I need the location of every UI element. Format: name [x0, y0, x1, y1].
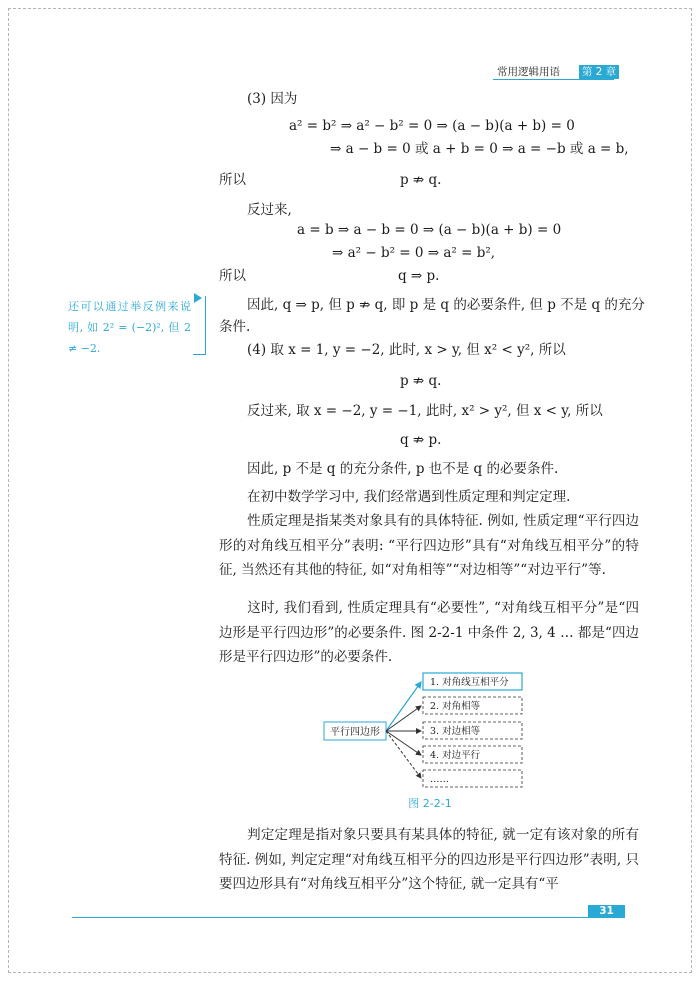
- equation-4: ⇒ a² − b² = 0 ⇒ a² = b²,: [332, 245, 496, 261]
- margin-note-arrow-icon: [194, 293, 202, 303]
- equation-3: a = b ⇒ a − b = 0 ⇒ (a − b)(a + b) = 0: [297, 222, 562, 238]
- arrow-5: [386, 731, 421, 778]
- conclusion-3-line-2: 条件.: [219, 319, 251, 335]
- equation-2: ⇒ a − b = 0 或 a + b = 0 ⇒ a = −b 或 a = b,: [330, 141, 629, 157]
- margin-note: 还可以通过举反例来说明, 如 2² = (−2)², 但 2 ≠ −2.: [68, 300, 191, 355]
- paragraph-1-text: 在初中数学学习中, 我们经常遇到性质定理和判定定理.: [247, 489, 571, 505]
- paragraph-3: [219, 596, 639, 670]
- header-rule: [493, 79, 614, 80]
- paragraph-3-text: 这时, 我们看到, 性质定理具有“必要性”, “对角线互相平分”是“四边形是平行四边形”的必要条件. 图 2-2-1 中条件 2, 3, 4 … 都是“四边形是平行四边形”的必要条件.: [219, 600, 639, 665]
- item-label-1: 1. 对角线互相平分: [430, 677, 509, 688]
- suoyi-label-2: 所以: [219, 268, 246, 284]
- item-label-2: 2. 对角相等: [430, 701, 481, 712]
- item3-label: (3) 因为: [247, 91, 298, 107]
- arrow-2: [386, 706, 421, 731]
- item-label-3: 3. 对边相等: [430, 726, 481, 737]
- margin-note-bracket: [193, 296, 206, 355]
- running-header: [487, 65, 627, 79]
- p-not-implies-q-1: p ⇏ q.: [400, 172, 442, 188]
- item4-line: (4) 取 x = 1, y = −2, 此时, x > y, 但 x² < y², 所以: [247, 342, 566, 358]
- fanguolai-2: 反过来, 取 x = −2, y = −1, 此时, x² > y², 但 x < y, 所以: [247, 403, 603, 419]
- footer-rule: [72, 917, 622, 918]
- fanguolai-1: 反过来,: [247, 202, 292, 218]
- paragraph-2: [219, 509, 639, 583]
- q-not-implies-p: q ⇏ p.: [400, 432, 442, 448]
- figure-diagram: [320, 670, 530, 795]
- item-label-4: 4. 对边平行: [430, 750, 481, 761]
- section-title: 常用逻辑用语: [497, 66, 560, 78]
- paragraph-4: [219, 823, 639, 897]
- chapter-badge: 第 2 章: [579, 65, 619, 79]
- p-not-implies-q-2: p ⇏ q.: [400, 373, 442, 389]
- page-number: 31: [588, 905, 625, 918]
- source-label: 平行四边形: [330, 727, 380, 738]
- arrow-1: [386, 682, 421, 731]
- equation-1: a² = b² ⇒ a² − b² = 0 ⇒ (a − b)(a + b) = 0: [289, 118, 575, 134]
- figure-caption: 图 2-2-1: [408, 797, 452, 810]
- paragraph-1: [219, 485, 639, 510]
- arrow-4: [386, 731, 421, 755]
- paragraph-2-text: 性质定理是指某类对象具有的具体特征. 例如, 性质定理“平行四边形的对角线互相平分”表明: “平行四边形”具有“对角线互相平分”的特征, 当然还有其他的特征, 如“对角相等”“对边相等”“对边平行”等.: [219, 513, 639, 578]
- conclusion-4: 因此, p 不是 q 的充分条件, p 也不是 q 的必要条件.: [247, 461, 559, 477]
- suoyi-label-1: 所以: [219, 172, 246, 188]
- q-implies-p: q ⇒ p.: [398, 268, 440, 284]
- paragraph-4-text: 判定定理是指对象只要具有某具体的特征, 就一定有该对象的所有特征. 例如, 判定定理“对角线互相平分的四边形是平行四边形”表明, 只要四边形具有“对角线互相平分”这个特征, 就一定具有“平: [219, 827, 639, 892]
- conclusion-3-line-1: 因此, q ⇒ p, 但 p ⇏ q, 即 p 是 q 的必要条件, 但 p 不是 q 的充分: [247, 297, 645, 313]
- item-label-5: ……: [430, 774, 449, 785]
